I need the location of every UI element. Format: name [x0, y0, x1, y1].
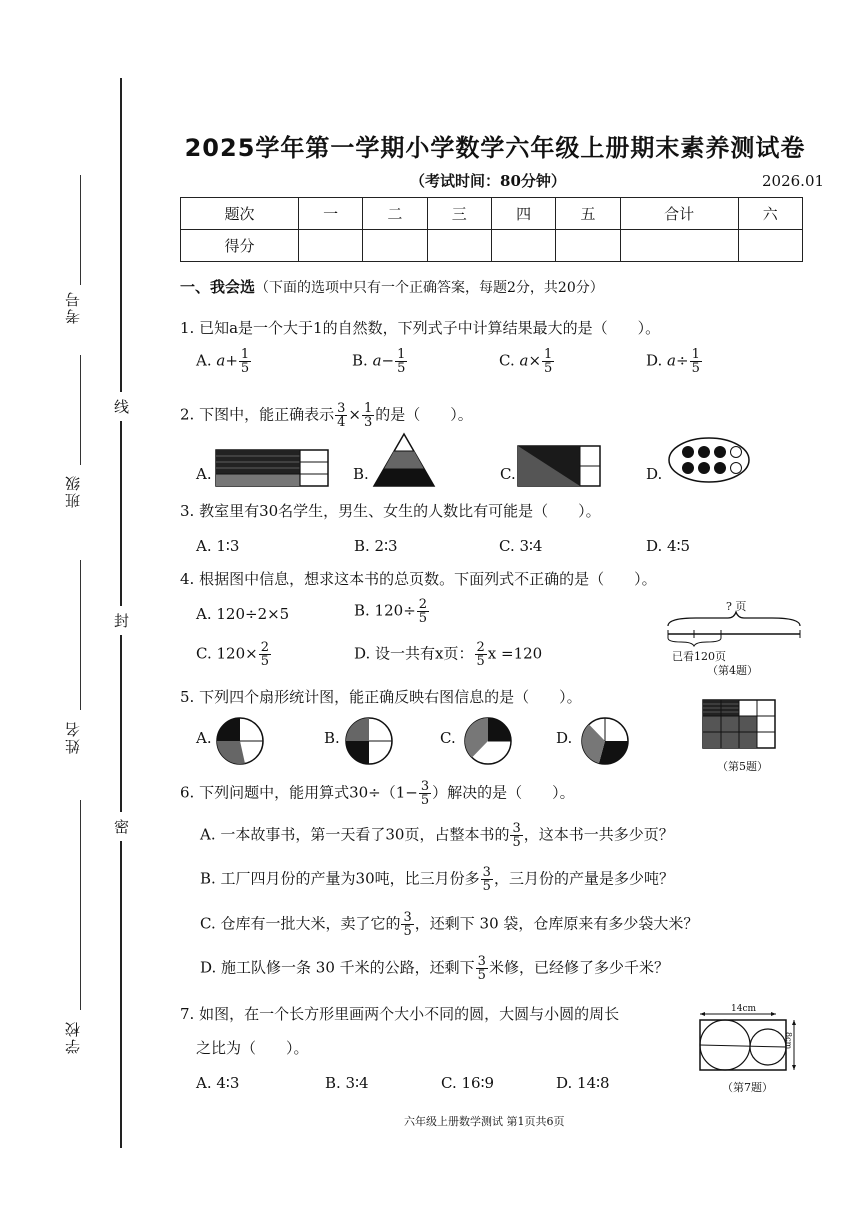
score-table-header-row	[181, 198, 803, 230]
q7-figure-width-label: 14cm	[731, 1004, 757, 1014]
option-text: C. 120×	[196, 644, 258, 663]
option-text: 米修，已经修了多少千米？	[488, 958, 669, 977]
score-cell: 四	[491, 198, 555, 230]
q2-text-pre: 2. 下图中，能正确表示	[180, 405, 335, 424]
denominator: 5	[544, 361, 553, 376]
q2-option-b-label[interactable]: B.	[353, 465, 369, 483]
q2-figure-c[interactable]	[518, 446, 600, 486]
option-text: D. 设一共有x页：	[354, 644, 474, 663]
school-label: 学校	[64, 1020, 82, 1054]
q4-option-d[interactable]	[354, 641, 542, 668]
q3-option-d[interactable]: D. 4∶5	[646, 537, 691, 555]
q5-caption: （第5题）	[717, 760, 768, 773]
q4-caption: （第4题）	[707, 664, 758, 677]
section-note: （下面的选项中只有一个正确答案，每题2分，共20分）	[255, 280, 604, 296]
option-text: B. 工厂四月份的产量为30吨，比三月份多	[200, 869, 480, 888]
option-text: ，三月份的产量是多少吨？	[493, 869, 674, 888]
exam-date: 2026.01	[762, 172, 825, 190]
denominator: 5	[397, 361, 406, 376]
score-cell: 题次	[181, 198, 299, 230]
option-label: C.	[499, 351, 515, 370]
score-table-score-row	[181, 230, 803, 262]
q2-option-c-label[interactable]: C.	[500, 465, 516, 483]
denominator: 5	[420, 793, 430, 808]
q4-option-c[interactable]	[196, 641, 272, 668]
q6-option-b[interactable]	[200, 866, 674, 893]
numerator: 1	[691, 347, 700, 362]
score-row-label: 得分	[181, 230, 299, 262]
binding-char-mi: 密	[114, 812, 129, 841]
numerator: 3	[337, 401, 346, 416]
numerator: 2	[418, 597, 428, 612]
denominator: 5	[418, 611, 428, 626]
question-3-stem: 3. 教室里有30名学生，男生、女生的人数比有可能是（ ）。	[180, 502, 601, 520]
exam-time: （考试时间：80分钟）	[410, 172, 566, 190]
score-input-cell[interactable]	[298, 230, 362, 262]
q7-figure-height-label: 8cm	[784, 1032, 793, 1050]
fraction	[417, 598, 429, 625]
question-5-stem: 5. 下列四个扇形统计图，能正确反映右图信息的是（ ）。	[180, 688, 582, 706]
q1-option-b[interactable]	[352, 348, 408, 375]
fraction	[476, 955, 488, 982]
option-label: B.	[352, 351, 368, 370]
numerator: 1	[544, 347, 553, 362]
option-expr: a÷	[667, 351, 689, 370]
option-text: A. 一本故事书，第一天看了30页，占整本书的	[200, 825, 510, 844]
q4-figure-bottom-label: 已看120页	[672, 650, 726, 663]
q7-caption: （第7题）	[722, 1081, 773, 1094]
q2-figure-b[interactable]	[374, 434, 434, 486]
numerator: 1	[363, 401, 373, 416]
exam-number-line	[80, 175, 81, 285]
denominator: 5	[477, 968, 486, 983]
q3-option-c[interactable]: C. 3∶4	[499, 537, 543, 555]
option-text: B. 120÷	[354, 601, 416, 620]
q3-option-a[interactable]: A. 1∶3	[196, 537, 240, 555]
option-label: D.	[646, 351, 663, 370]
q4-figure	[666, 612, 802, 646]
fraction	[401, 911, 413, 938]
score-cell: 合计	[620, 198, 738, 230]
section-heading	[180, 276, 604, 297]
option-text: x =120	[487, 644, 543, 663]
score-input-cell[interactable]	[491, 230, 555, 262]
numerator: 1	[397, 347, 406, 362]
numerator: 3	[420, 779, 430, 794]
school-line	[80, 800, 81, 1010]
denominator: 4	[337, 415, 346, 430]
score-cell: 二	[363, 198, 427, 230]
q2-figure-d[interactable]	[668, 437, 750, 483]
q7-option-b[interactable]: B. 3∶4	[325, 1074, 369, 1092]
question-6-stem	[180, 780, 575, 807]
fraction	[510, 822, 522, 849]
q5-option-a-label[interactable]: A.	[196, 729, 212, 747]
name-label: 姓名	[64, 720, 82, 754]
option-text: ，这本书一共多少页？	[523, 825, 674, 844]
q2-option-a-label[interactable]: A.	[196, 465, 212, 483]
fraction	[690, 348, 702, 375]
numerator: 3	[477, 954, 486, 969]
fraction	[542, 348, 554, 375]
q5-option-b-label[interactable]: B.	[324, 729, 340, 747]
numerator: 3	[403, 910, 412, 925]
q2-option-d-label[interactable]: D.	[646, 465, 663, 483]
q6-option-d[interactable]	[200, 955, 669, 982]
question-4-stem: 4. 根据图中信息，想求这本书的总页数。下面列式不正确的是（ ）。	[180, 570, 657, 588]
operator: ×	[348, 405, 361, 424]
exam-number-label: 考号	[64, 290, 82, 324]
q3-option-b[interactable]: B. 2∶3	[354, 537, 398, 555]
q6-option-a[interactable]	[200, 822, 674, 849]
denominator: 5	[240, 361, 250, 376]
q4-option-a[interactable]: A. 120÷2×5	[196, 605, 290, 623]
q7-option-d[interactable]: D. 14∶8	[556, 1074, 610, 1092]
score-cell: 六	[738, 198, 802, 230]
score-input-cell[interactable]	[738, 230, 802, 262]
option-expr: a+	[216, 351, 238, 370]
q1-option-a[interactable]	[196, 348, 252, 375]
question-2-stem	[180, 402, 473, 429]
q5-pie-d[interactable]	[580, 716, 630, 766]
q6-text-post: ）解决的是（ ）。	[432, 783, 575, 802]
score-input-cell[interactable]	[427, 230, 491, 262]
q7-option-c[interactable]: C. 16∶9	[441, 1074, 495, 1092]
score-input-cell[interactable]	[363, 230, 427, 262]
score-input-cell[interactable]	[556, 230, 620, 262]
numerator: 1	[240, 347, 250, 362]
q4-option-b[interactable]	[354, 598, 430, 625]
question-7-stem-line1: 7. 如图，在一个长方形里画两个大小不同的圆，大圆与小圆的周长	[180, 1005, 620, 1023]
q5-option-d-label[interactable]: D.	[556, 729, 573, 747]
page-title: 2025学年第一学期小学数学六年级上册期末素养测试卷	[184, 134, 806, 162]
q6-text-pre: 6. 下列问题中，能用算式30÷（1−	[180, 783, 418, 802]
numerator: 2	[260, 640, 269, 655]
option-expr: a×	[519, 351, 542, 370]
denominator: 5	[476, 654, 485, 669]
score-table	[180, 197, 803, 262]
score-cell: 一	[298, 198, 362, 230]
score-input-cell[interactable]	[620, 230, 738, 262]
fraction	[475, 641, 487, 668]
option-text: C. 仓库有一批大米，卖了它的	[200, 914, 401, 933]
denominator: 5	[260, 654, 269, 669]
fraction	[481, 866, 493, 893]
q4-figure-top-label: ? 页	[726, 600, 747, 613]
section-title: 一、我会选	[180, 278, 256, 296]
option-expr: a−	[372, 351, 395, 370]
q7-option-a[interactable]: A. 4∶3	[196, 1074, 240, 1092]
q5-pie-b[interactable]	[344, 716, 394, 766]
q5-pie-c[interactable]	[463, 716, 513, 766]
score-cell: 三	[427, 198, 491, 230]
q1-option-c[interactable]	[499, 348, 555, 375]
option-label: A.	[196, 351, 212, 370]
binding-char-feng: 封	[114, 606, 129, 635]
fraction	[419, 780, 431, 807]
denominator: 3	[363, 415, 373, 430]
option-text: ，还剩下 30 袋，仓库原来有多少袋大米？	[414, 914, 699, 933]
q2-text-post: 的是（ ）。	[375, 405, 473, 424]
page-footer: 六年级上册数学测试 第1页共6页	[404, 1115, 565, 1128]
fraction	[259, 641, 271, 668]
question-1-stem: 1. 已知a是一个大于1的自然数，下列式子中计算结果最大的是（ ）。	[180, 319, 661, 337]
class-label: 班级	[64, 474, 82, 508]
question-7-stem-line2: 之比为（ ）。	[196, 1039, 309, 1057]
denominator: 5	[691, 361, 700, 376]
fraction	[362, 402, 374, 429]
numerator: 2	[476, 640, 485, 655]
q5-reference-grid	[703, 700, 775, 748]
q5-option-c-label[interactable]: C.	[440, 729, 456, 747]
fraction	[335, 402, 347, 429]
fraction	[239, 348, 251, 375]
class-line	[80, 355, 81, 465]
fraction	[395, 348, 407, 375]
name-line	[80, 560, 81, 710]
numerator: 3	[482, 865, 491, 880]
option-text: D. 施工队修一条 30 千米的公路，还剩下	[200, 958, 475, 977]
q2-figure-a[interactable]	[216, 450, 328, 486]
q5-pie-a[interactable]	[215, 716, 265, 766]
score-cell: 五	[556, 198, 620, 230]
denominator: 5	[512, 835, 521, 850]
q1-option-d[interactable]	[646, 348, 703, 375]
numerator: 3	[512, 821, 521, 836]
denominator: 5	[403, 924, 412, 939]
q6-option-c[interactable]	[200, 911, 698, 938]
denominator: 5	[482, 879, 491, 894]
binding-char-xian: 线	[114, 392, 129, 421]
